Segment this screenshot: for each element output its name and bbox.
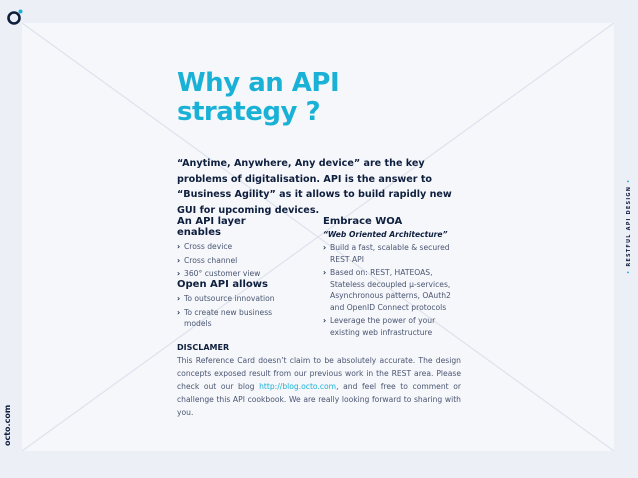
list-item: › Leverage the power of your existing web infrastructure (323, 316, 436, 337)
disclaimer-text: This Reference Card doesn’t claim to be absolutely accurate. The design concepts exposed result from our previous work in the REST area. Please check out our blog http://blog.octo.com, and feel free to comment or challenge this API cookbook. We are really looking forward to sharing with you. (177, 356, 461, 417)
side-tag (626, 179, 632, 274)
list-item: › To outsource innovation (177, 294, 275, 303)
octo-logo-icon (6, 8, 24, 26)
api-layer-section (177, 216, 287, 282)
dot-icon: • (626, 178, 632, 186)
side-tag-label: RESTFUL API DESIGN (626, 185, 632, 267)
list-item: › Cross channel (177, 255, 238, 265)
open-api-section (177, 279, 287, 332)
list-item: › Based on: REST, HATEOAS, Stateless decoupled µ-services, Asynchronous patterns, OAuth2 and OpenID Connect protocols (323, 268, 451, 312)
title-line-2: strategy ? (177, 97, 321, 127)
api-layer-list (177, 241, 287, 280)
chevron-right-icon: › (177, 255, 181, 265)
api-layer-heading: An API layer enables (177, 216, 246, 238)
list-item: › To create new business models (177, 307, 273, 328)
lead-paragraph: “Anytime, Anywhere, Any device” are the key problems of digitalisation. API is the answer to “Business Agility” as it allows to build rapidly new GUI for upcoming devices. (177, 158, 452, 216)
chevron-right-icon: › (323, 268, 327, 277)
open-api-heading: Open API allows (177, 279, 268, 290)
chevron-right-icon: › (177, 307, 181, 317)
list-item: › Cross device (177, 242, 233, 251)
page-title (177, 69, 339, 127)
dot-icon: • (626, 266, 632, 274)
list-item: › 360° customer view (177, 269, 261, 278)
woa-section (323, 216, 461, 340)
blog-link[interactable]: http://blog.octo.com (259, 382, 337, 391)
chevron-right-icon: › (177, 269, 181, 278)
chevron-right-icon: › (177, 242, 181, 251)
chevron-right-icon: › (323, 316, 327, 325)
woa-subheading: “Web Oriented Architecture” (323, 230, 448, 239)
side-url: octo.com (3, 404, 12, 446)
open-api-list (177, 293, 287, 330)
woa-heading: Embrace WOA (323, 216, 403, 227)
disclaimer-heading: DISCLAMER (177, 343, 230, 352)
chevron-right-icon: › (323, 243, 327, 252)
list-item: › Build a fast, scalable & secured REST API (323, 243, 450, 264)
title-line-1: Why an API (177, 68, 340, 98)
chevron-right-icon: › (177, 294, 181, 303)
woa-list (323, 242, 461, 338)
